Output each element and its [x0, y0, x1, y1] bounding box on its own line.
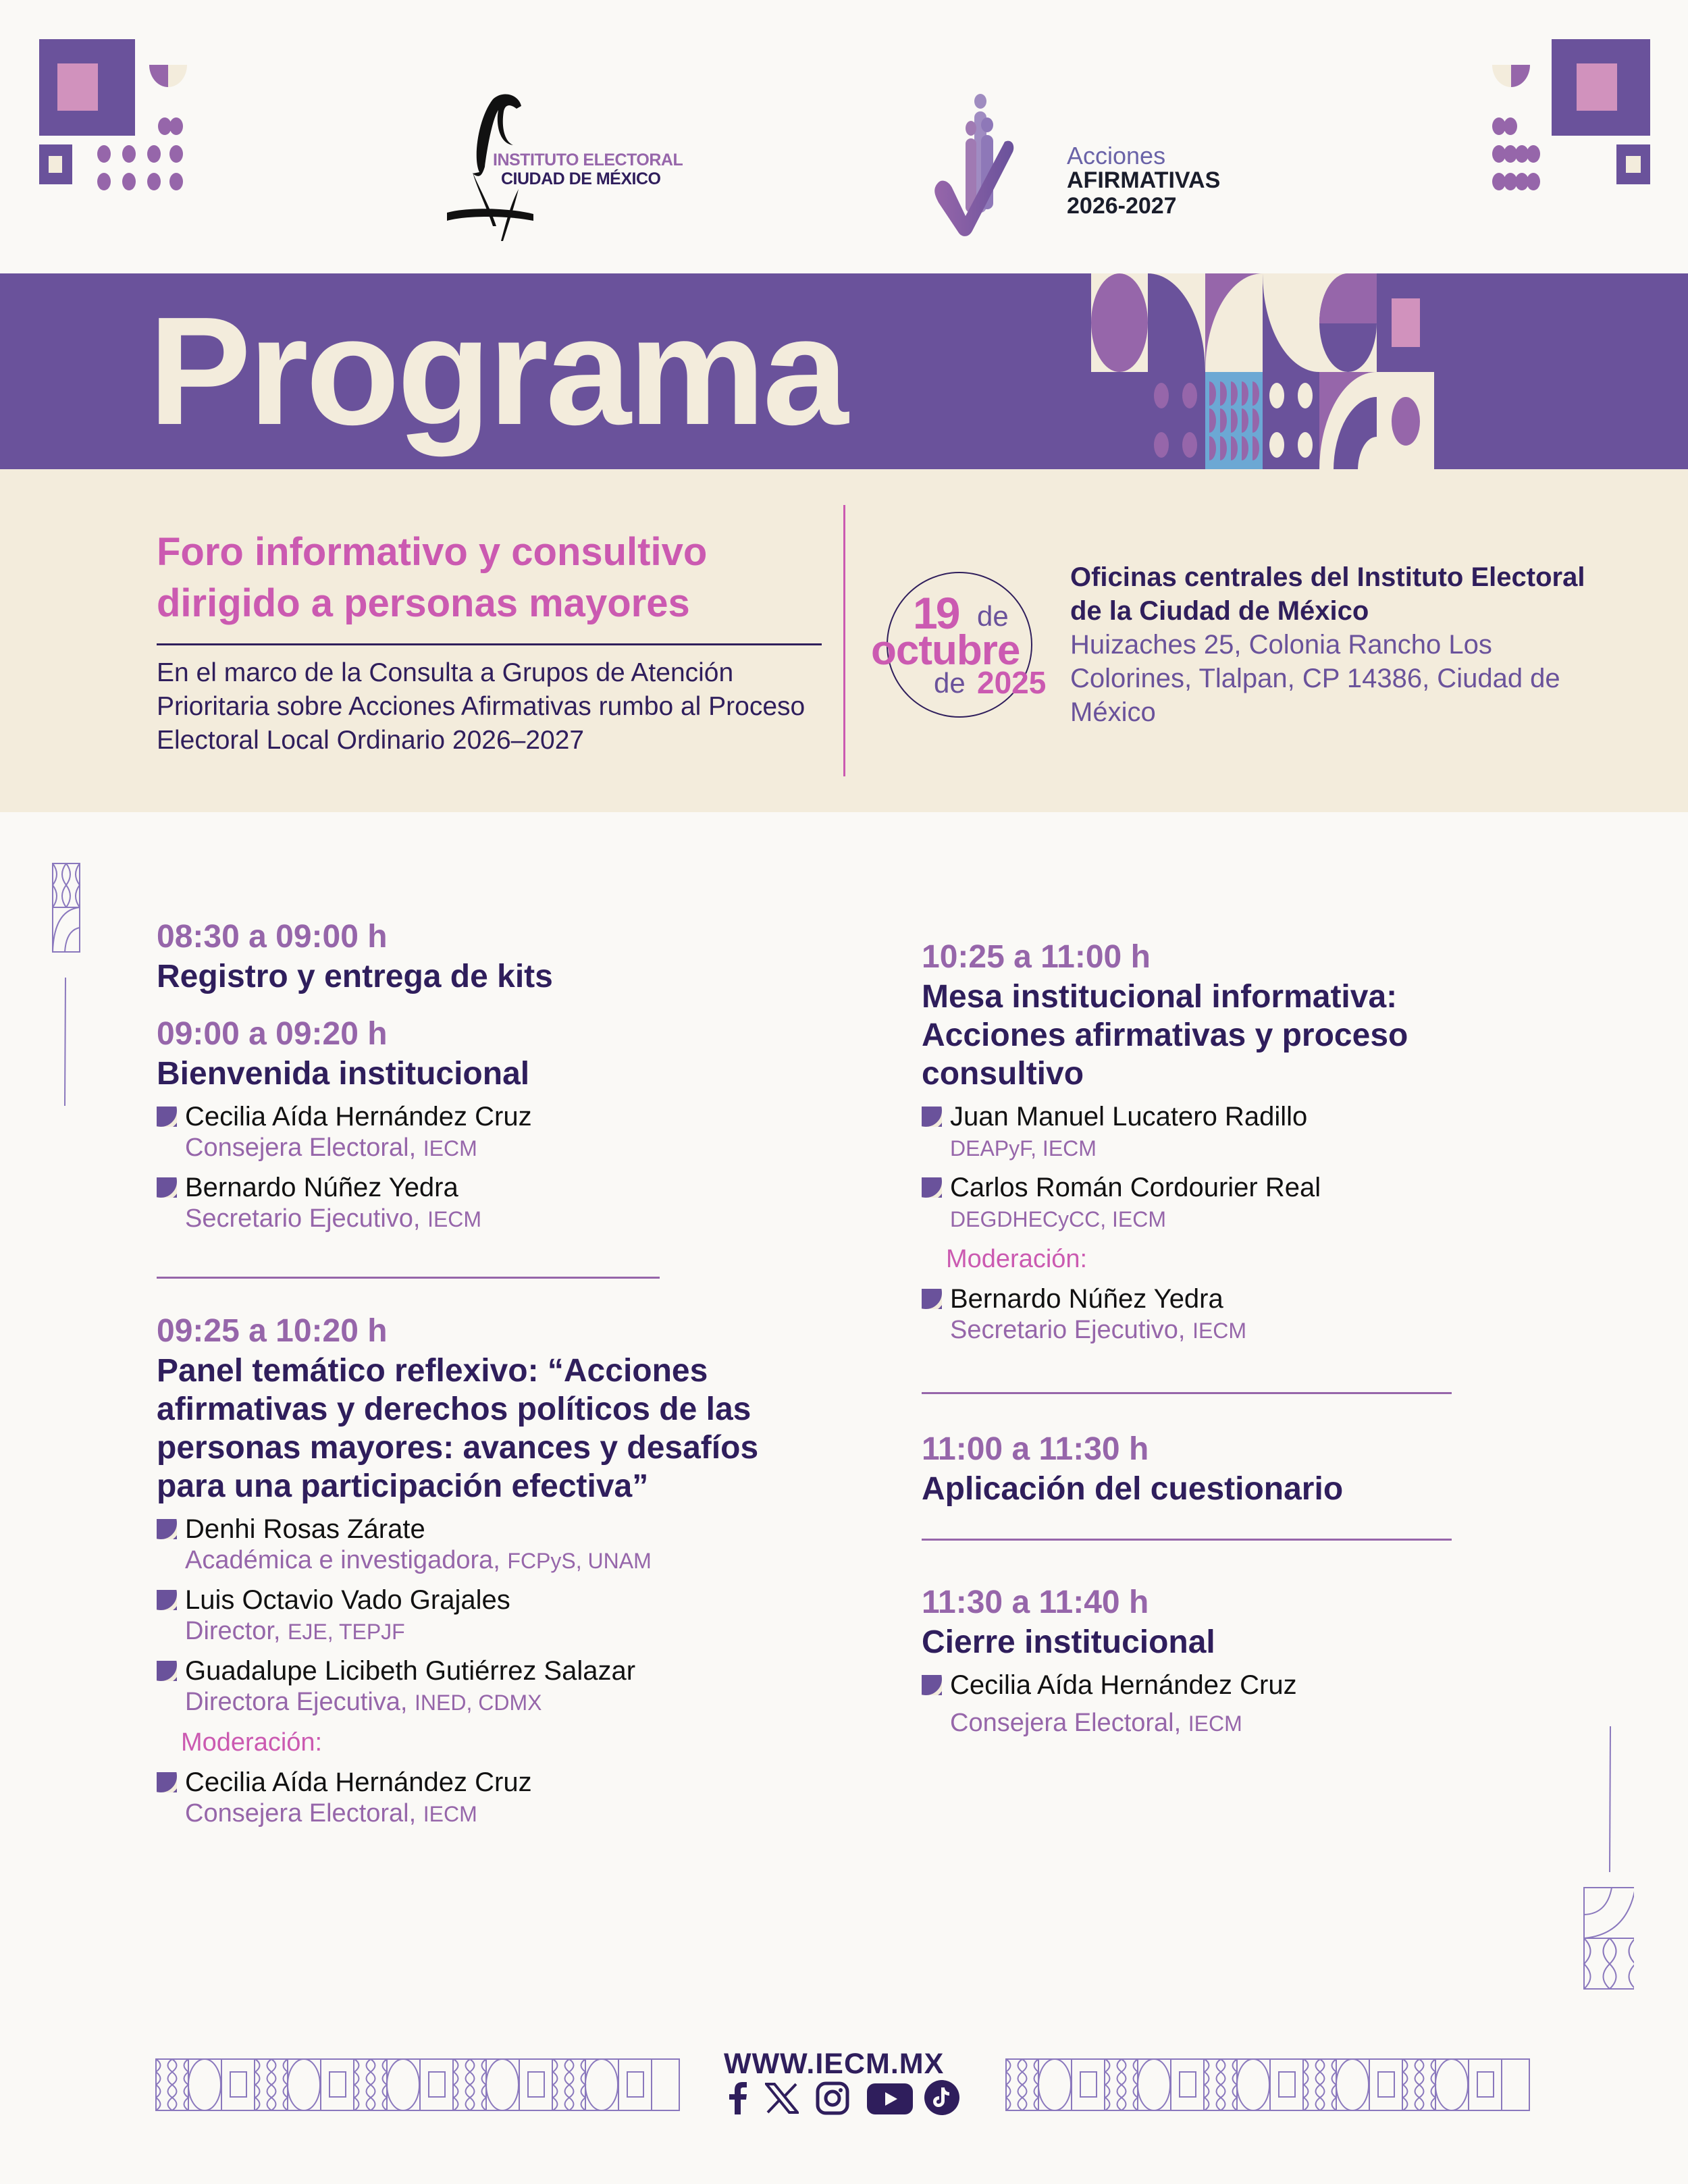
moderation-label: Moderación:: [946, 1245, 1088, 1273]
instagram-icon[interactable]: [816, 2081, 849, 2115]
decor-top-left: [39, 39, 201, 188]
item-title: Panel temático reflexivo: “Acciones afirmativas y derechos políticos de las personas mayores: avances y desafíos para una participación efectiva”: [157, 1353, 759, 1504]
x-icon[interactable]: [765, 2083, 799, 2114]
moderator: [157, 1767, 832, 1830]
item-title: Aplicación del cuestionario: [922, 1471, 1344, 1507]
moderator-name: Bernardo Núñez Yedra: [950, 1284, 1223, 1314]
program-item: [922, 937, 1529, 1346]
speaker: [157, 1655, 832, 1718]
moderator-role: Consejera Electoral, IECM: [185, 1799, 477, 1828]
banner-pattern: [1091, 273, 1688, 471]
speaker-role: Consejera Electoral, IECM: [185, 1134, 477, 1162]
date-de: de: [977, 600, 1009, 632]
speaker: [922, 1172, 1529, 1235]
item-time: 11:30 a 11:40 h: [922, 1584, 1149, 1620]
speaker-name: Denhi Rosas Zárate: [185, 1514, 425, 1544]
item-title: Bienvenida institucional: [157, 1056, 530, 1092]
speaker: [157, 1584, 832, 1647]
program-item: [157, 1311, 832, 1830]
speaker-name: Cecilia Aída Hernández Cruz: [950, 1670, 1297, 1700]
section-divider: [922, 1392, 1452, 1394]
bullet-icon: [157, 1177, 177, 1198]
footer-pattern-right: [1005, 2058, 1530, 2111]
item-time: 09:00 a 09:20 h: [157, 1016, 388, 1052]
speaker: [157, 1172, 832, 1235]
date-month: octubre: [871, 627, 1020, 674]
event-subtitle: En el marco de la Consulta a Grupos de Atención Prioritaria sobre Acciones Afirmativas rumbo al Proceso Electoral Local Ordinario 2026–2027: [157, 658, 806, 755]
date-year: 2025: [977, 665, 1047, 700]
section-divider: [922, 1539, 1452, 1541]
speaker: [922, 1101, 1529, 1164]
venue-name: Oficinas centrales del Instituto Electoral de la Ciudad de México: [1070, 562, 1585, 626]
program-left-column: [157, 917, 832, 1830]
bullet-icon: [157, 1519, 177, 1539]
social-links: [728, 2079, 964, 2120]
item-title: Registro y entrega de kits: [157, 959, 553, 994]
item-time: 10:25 a 11:00 h: [922, 939, 1151, 975]
item-time: 08:30 a 09:00 h: [157, 919, 388, 955]
bullet-icon: [157, 1772, 177, 1792]
speaker-name: Guadalupe Licibeth Gutiérrez Salazar: [185, 1656, 636, 1686]
page-title: Programa: [149, 286, 846, 457]
date-day: 19: [913, 588, 959, 638]
item-title: Mesa institucional informativa: Acciones afirmativas y proceso consultivo: [922, 979, 1408, 1092]
speaker-name: Carlos Román Cordourier Real: [950, 1173, 1321, 1202]
bullet-icon: [922, 1289, 942, 1309]
bullet-icon: [922, 1107, 942, 1127]
decor-right-lattice: [1580, 1725, 1634, 1995]
item-time: 11:00 a 11:30 h: [922, 1431, 1149, 1467]
section-divider: [157, 1277, 660, 1279]
tiktok-icon[interactable]: [924, 2079, 960, 2116]
facebook-icon[interactable]: [729, 2082, 748, 2114]
footer-pattern-left: [155, 2058, 680, 2111]
bullet-icon: [157, 1661, 177, 1681]
speaker: [157, 1514, 832, 1576]
program-item: [157, 917, 832, 996]
speaker-name: Luis Octavio Vado Grajales: [185, 1585, 510, 1615]
moderator: [922, 1283, 1529, 1346]
decor-top-right: [1492, 39, 1654, 188]
speaker: [922, 1670, 1529, 1739]
speaker-role: DEAPyF, IECM: [950, 1136, 1097, 1161]
item-title: Cierre institucional: [922, 1624, 1215, 1660]
iecm-logo: [439, 91, 695, 243]
vertical-divider: [843, 505, 845, 776]
checkmark-people-icon: [932, 88, 1053, 236]
moderator-role: Secretario Ejecutivo, IECM: [950, 1316, 1247, 1344]
iecm-logo-line1: INSTITUTO ELECTORAL: [493, 151, 683, 169]
moderator-name: Cecilia Aída Hernández Cruz: [185, 1767, 532, 1797]
speaker-name: Juan Manuel Lucatero Radillo: [950, 1102, 1308, 1131]
speaker-role: Directora Ejecutiva, INED, CDMX: [185, 1688, 542, 1716]
speaker: [157, 1101, 832, 1164]
speaker-role: Director, EJE, TEPJF: [185, 1617, 405, 1645]
bullet-icon: [922, 1177, 942, 1198]
speaker-name: Bernardo Núñez Yedra: [185, 1173, 458, 1202]
youtube-icon[interactable]: [867, 2083, 913, 2114]
aa-logo-line2: AFIRMATIVAS: [1067, 167, 1221, 193]
venue-address: Huizaches 25, Colonia Rancho Los Colorines, Tlalpan, CP 14386, Ciudad de México: [1070, 630, 1560, 727]
program-item: [922, 1429, 1529, 1508]
program-item: [922, 1582, 1529, 1739]
aa-logo-line1: Acciones: [1067, 142, 1166, 169]
divider: [157, 643, 822, 645]
blue-tile: [1205, 372, 1263, 471]
moderation-label: Moderación:: [181, 1728, 323, 1757]
bullet-icon: [157, 1590, 177, 1610]
speaker-name: Cecilia Aída Hernández Cruz: [185, 1102, 532, 1131]
decor-left-lattice: [46, 863, 100, 1133]
iecm-logo-line2: CIUDAD DE MÉXICO: [501, 169, 661, 188]
item-time: 09:25 a 10:20 h: [157, 1313, 388, 1349]
speaker-role: Académica e investigadora, FCPyS, UNAM: [185, 1546, 652, 1574]
speaker-role: Consejera Electoral, IECM: [950, 1709, 1242, 1737]
aa-logo-line3: 2026-2027: [1067, 193, 1177, 219]
program-right-column: [922, 937, 1529, 1739]
date-de: de: [934, 667, 966, 699]
speaker-role: DEGDHECyCC, IECM: [950, 1207, 1167, 1231]
acciones-afirmativas-logo: [932, 88, 1269, 236]
event-title: Foro informativo y consultivo dirigido a personas mayores: [157, 530, 708, 625]
website-link[interactable]: WWW.IECM.MX: [724, 2048, 945, 2080]
bullet-icon: [922, 1675, 942, 1695]
speaker-role: Secretario Ejecutivo, IECM: [185, 1204, 482, 1233]
program-item: [157, 1014, 832, 1235]
bullet-icon: [157, 1107, 177, 1127]
